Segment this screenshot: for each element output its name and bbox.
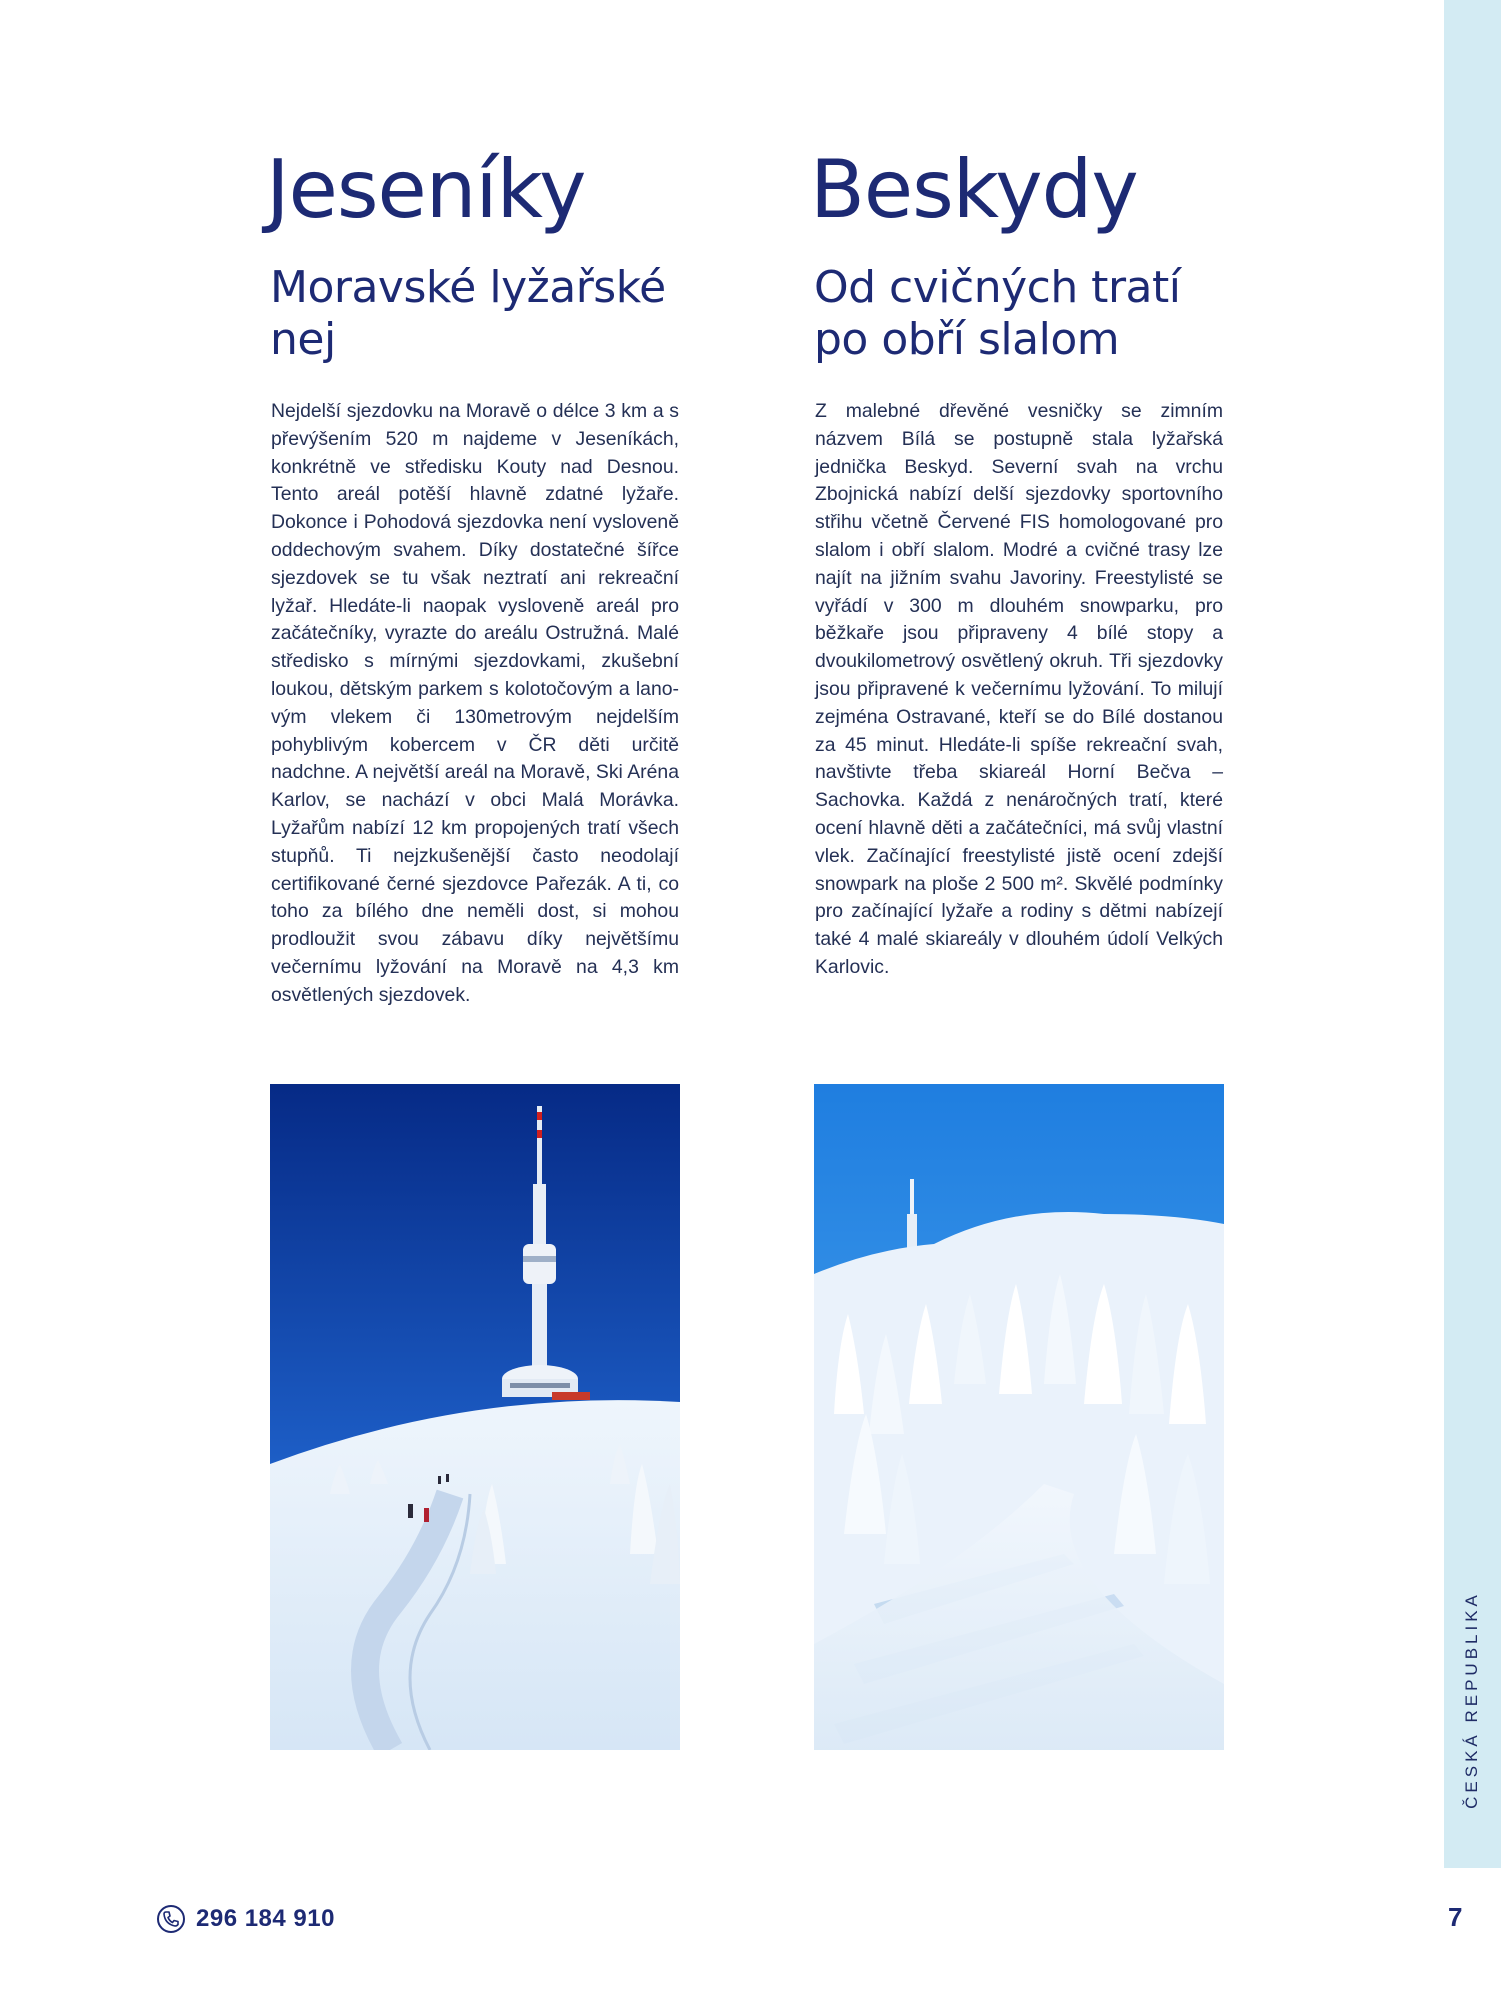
footer-phone[interactable] [156, 1902, 335, 1936]
snowy-forest-path-icon [814, 1084, 1224, 1750]
article-title: Beskydy [810, 143, 1138, 236]
photo-beskydy [814, 1084, 1224, 1750]
article-body: Nejdelší sjezdovku na Moravě o délce 3 km a s převýšením 520 m najdeme v Jeseníkách, konkrétně ve středisku Kouty nad Desnou. Tento areál potěší hlavně zdatné lyžaře. Dokonce i Pohodová sjezdovka není vysloveně oddechovým svahem. Díky dostatečné šířce sjezdovek se tu však neztratí ani rekreační lyžař. Hledáte-li naopak vysloveně areál pro začátečníky, vyrazte do areálu Ostružná. Malé středisko s mírnými sjezdovkami, zkušební loukou, dětským parkem s kolotočovým a lanovým vlekem či 130metrovým nejdelším pohyblivým kobercem v ČR děti určitě nadchne. A největší areál na Moravě, Ski Aréna Karlov, se nachází v obci Malá Morávka. Lyžařům nabízí 12 km propojených tratí všech stupňů. Ti nejzkušenější často neodolají certifikované černé sjezdovce Pařezák. A ti, co toho za bílého dne neměli dost, si mohou prodloužit svou zábavu díky největšímu večernímu lyžování na Moravě na 4,3 km osvětlených sjezdovek. [271, 400, 679, 1006]
photo-jeseniky [270, 1084, 680, 1750]
article-title: Jeseníky [266, 143, 586, 236]
phone-number[interactable]: 296 184 910 [196, 1905, 335, 1932]
article-subtitle: Od cvičných tratí po obří slalom [814, 262, 1181, 365]
article-subtitle: Moravské lyžařské nej [270, 262, 666, 365]
side-strip [1444, 0, 1501, 1868]
page-number: 7 [1448, 1902, 1463, 1932]
article-body: Z malebné dřevěné vesničky se zimním názvem Bílá se postupně stala lyžařská jednička Beskyd. Severní svah na vrchu Zbojnická nabízí delší sjezdovky sportovního střihu včetně Červené FIS homologované pro slalom i obří slalom. Modré a cvičné trasy lze najít na jižním svahu Javoriny. Freestylisté se vyřádí v 300 m dlouhém snowparku, pro běžkaře jsou připraveny 4 bílé stopy a dvoukilometrový osvětlený okruh. Tři sjezdovky jsou připravené k večernímu lyžování. To milují zejména Ostravané, kteří se do Bílé dostanou za 45 minut. Hledáte-li spíše rekreační svah, navštivte třeba skiareál Horní Bečva – Sachovka. Každá z nenáročných tratí, které ocení hlavně děti a začátečníci, má svůj vlastní vlek. Začínající freestylisté jistě ocení zdejší snowpark na ploše 2 500 m². Skvělé podmínky pro začínající lyžaře a rodiny s dětmi nabízejí také 4 malé skiareály v dlouhém údolí Velkých Karlovic. [815, 400, 1223, 978]
phone-icon [156, 1904, 186, 1934]
section-label: ČESKÁ REPUBLIKA [1462, 1591, 1481, 1809]
snowy-tower-hill-icon [270, 1084, 680, 1750]
